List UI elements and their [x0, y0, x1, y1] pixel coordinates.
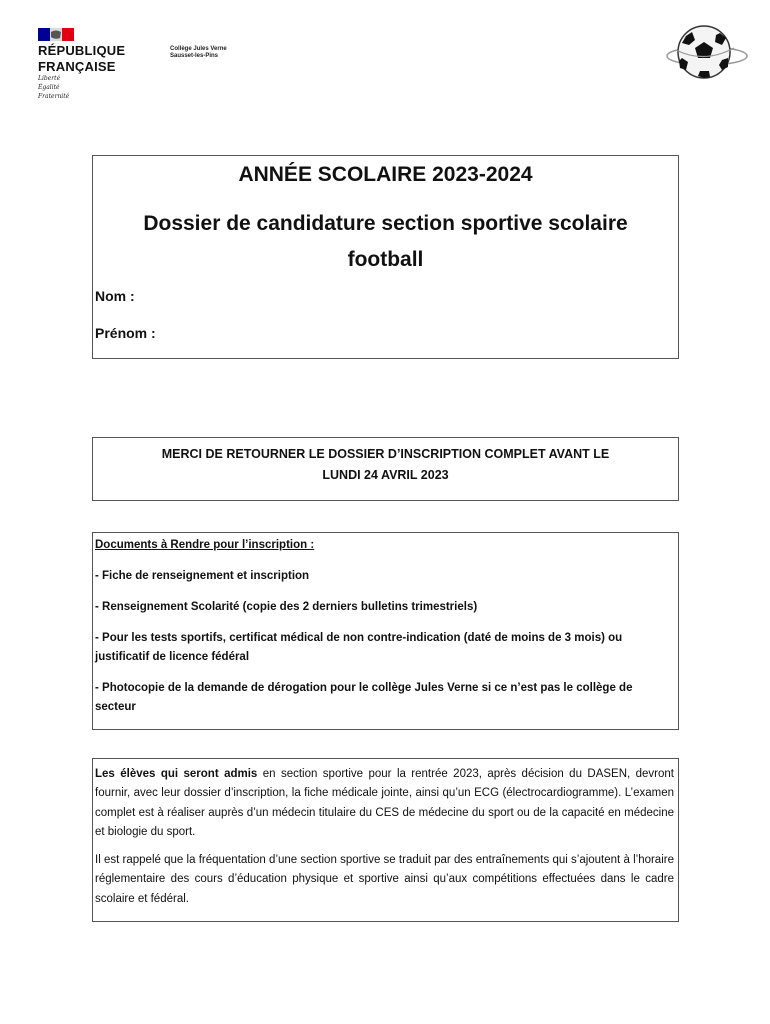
document-item: - Renseignement Scolarité (copie des 2 derniers bulletins trimestriels) — [95, 601, 478, 613]
motto-liberte: Liberté — [38, 75, 61, 82]
school-year-title: ANNÉE SCOLAIRE 2023-2024 — [238, 163, 533, 186]
document-item: - Pour les tests sportifs, certificat médical de non contre-indication (daté de moins de 3 mois) ou justificatif de licence fédéral — [95, 632, 623, 663]
deadline-box — [92, 437, 679, 501]
nom-label: Nom : — [95, 288, 135, 304]
college-name-line2: Sausset-les-Pins — [170, 53, 219, 59]
document-item: - Photocopie de la demande de dérogation pour le collège Jules Verne si ce n’est pas le collège de secteur — [95, 682, 633, 713]
documents-box — [92, 532, 679, 730]
info-box — [92, 758, 679, 922]
college-name — [170, 46, 227, 60]
republique-francaise-logo — [38, 28, 138, 100]
dossier-title: Dossier de candidature section sportive scolaire football — [143, 212, 628, 271]
republique-label-2: FRANÇAISE — [38, 59, 116, 74]
documents-heading: Documents à Rendre pour l’inscription : — [95, 539, 315, 551]
football-icon — [664, 18, 750, 88]
prenom-label: Prénom : — [95, 325, 156, 341]
title-box — [92, 155, 679, 359]
deadline-text — [113, 444, 658, 486]
admission-text: en section sportive pour la rentrée 2023, après décision du DASEN, devront fournir, avec leur dossier d’inscription, la fiche médicale jointe, ainsi qu’un ECG (électrocardiogramme). L’examen complet est à réaliser auprès d’un médecin titulaire du CES de médecine du sport ou de la capacité en médecine et biologie du sport. — [95, 768, 674, 838]
document-item: - Fiche de renseignement et inscription — [95, 570, 310, 582]
marianne-flag-icon — [38, 28, 74, 41]
reminder-paragraph: Il est rappelé que la fréquentation d’une section sportive se traduit par des entraînements qui s’ajoutent à l’horaire réglementaire des cours d’éducation physique et sportive ainsi qu’aux compétitions effectuées dans le cadre scolaire et fédéral. — [95, 854, 674, 905]
motto-fraternite: Fraternité — [38, 93, 70, 100]
deadline-line2: LUNDI 24 AVRIL 2023 — [322, 468, 449, 482]
college-name-line1: Collège Jules Verne — [170, 46, 227, 52]
republique-label-1: RÉPUBLIQUE — [38, 43, 126, 58]
admission-paragraph — [95, 765, 674, 842]
admission-bold: Les élèves qui seront admis — [95, 768, 258, 780]
deadline-line1: MERCI DE RETOURNER LE DOSSIER D’INSCRIPTION COMPLET AVANT LE — [161, 447, 610, 461]
motto-egalite: Égalité — [38, 84, 60, 91]
